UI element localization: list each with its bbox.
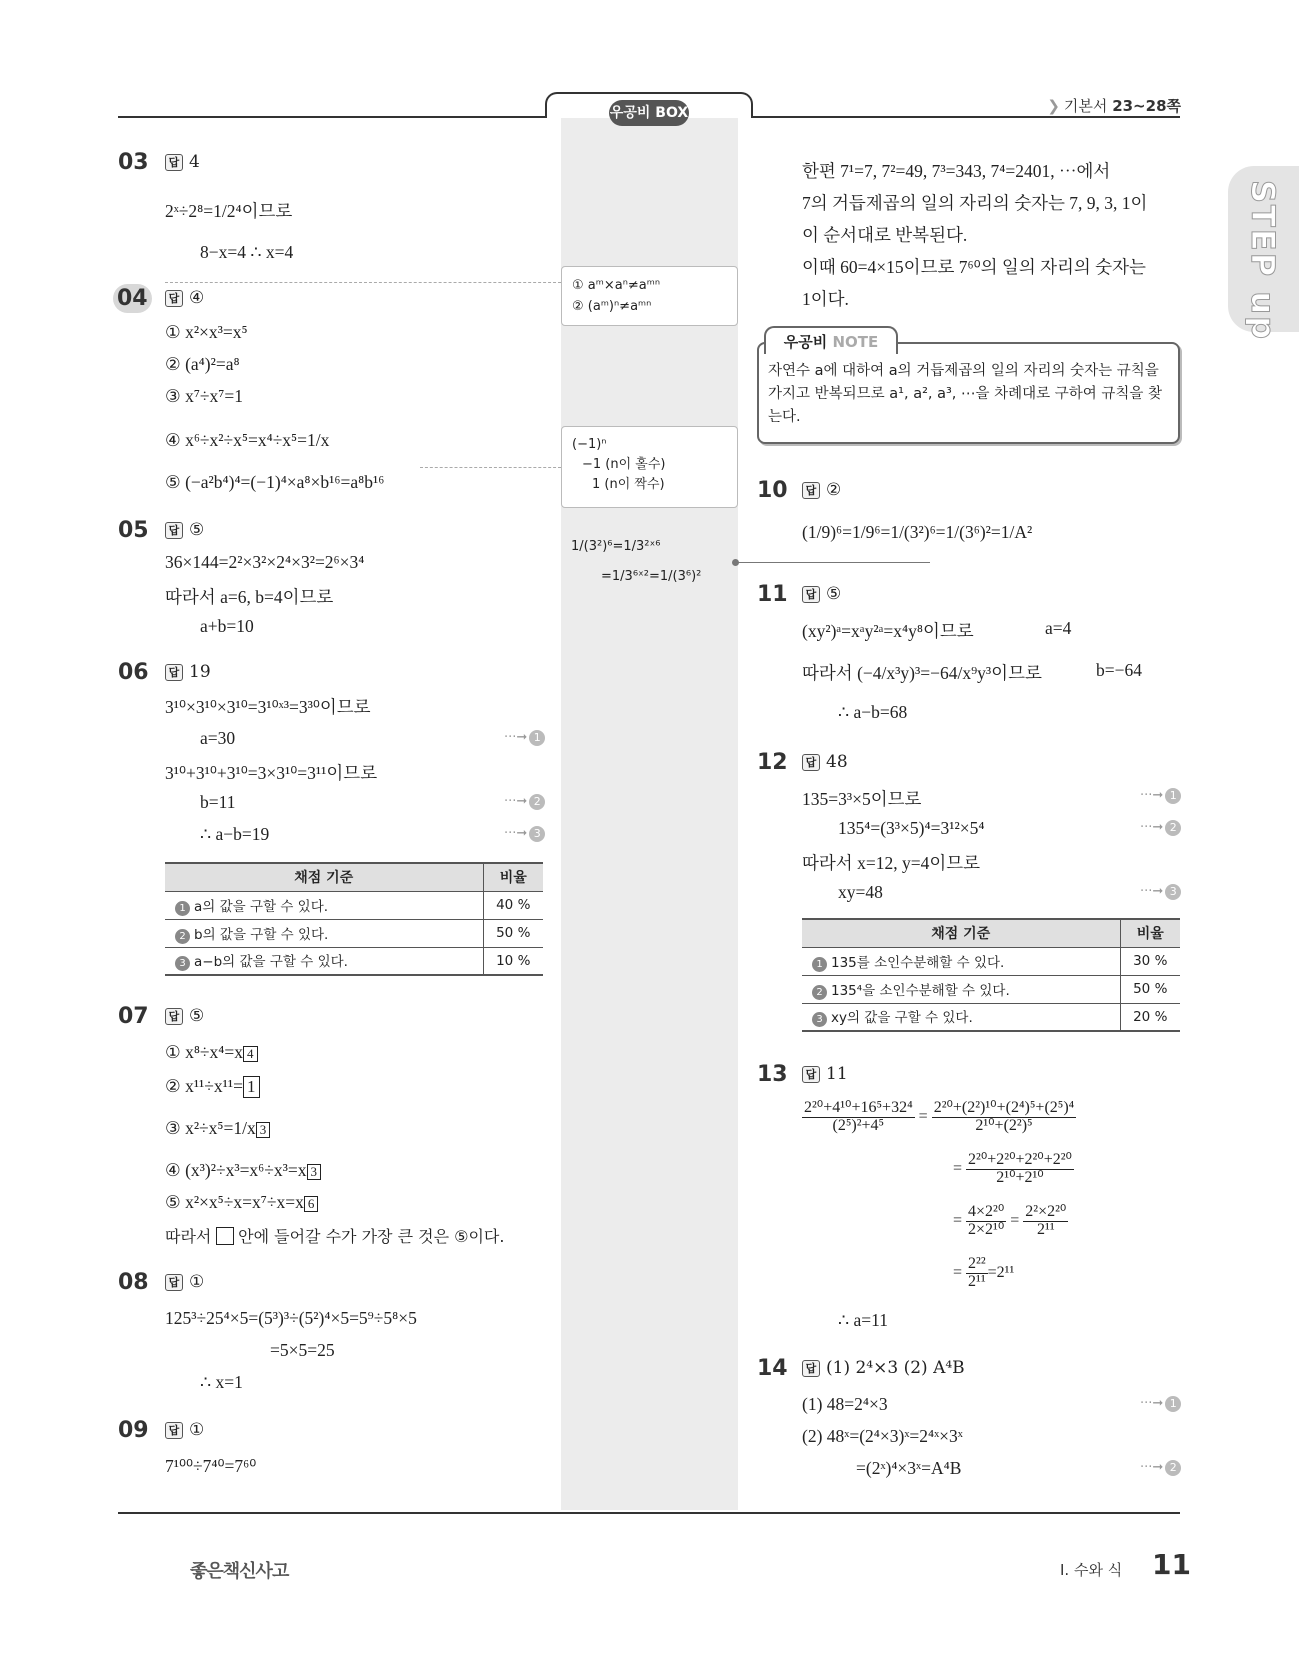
criteria-text: a−b의 값을 구할 수 있다. [194,954,348,971]
solution-line: ∴ a−b=68 [838,702,908,722]
solution-line [165,1118,270,1139]
solution-line: ② (a⁴)²=a⁸ [165,354,240,374]
result: =2¹¹ [987,1263,1015,1281]
solution-line: (1/9)⁶=1/9⁶=1/(3²)⁶=1/(3⁶)²=1/A² [802,522,1033,542]
denominator: (2⁵)²+4⁵ [832,1116,885,1134]
boxed-value: 6 [304,1196,319,1212]
solution-line [165,1076,260,1098]
criteria-text: a의 값을 구할 수 있다. [194,898,329,915]
solution-line: (1) 48=2⁴×3 [802,1394,888,1414]
solution-line: =5×5=25 [270,1340,335,1360]
note-title-b: NOTE [832,333,879,351]
fraction [966,1256,988,1291]
solution-line [165,1192,318,1213]
answer-value: 48 [826,752,848,772]
answer-icon: 답 [165,1008,183,1025]
denominator: 2¹⁰+(2²)⁵ [975,1116,1033,1134]
answer-icon: 답 [165,154,183,171]
solution-text: ④ (x³)²÷x³=x⁶÷x³=x [165,1160,307,1180]
criteria-ratio: 40 % [483,891,543,919]
note-text: 자연수 a에 대하여 a의 거듭제곱의 일의 자리의 숫자는 규칙을 가지고 반복되므로 a¹, a², a³, ⋯을 차례대로 구하여 규칙을 찾는다. [768,363,1163,425]
note-title-a: 우공비 [783,333,828,351]
criteria-text: 135를 소인수분해할 수 있다. [831,954,1005,971]
boxed-value: 4 [243,1046,258,1062]
step-marker: ···➞ 1 [1140,1396,1181,1412]
denominator: 2×2¹⁰ [968,1220,1005,1238]
fraction [966,1152,1074,1187]
numerator: 2²² [968,1255,986,1272]
answer-icon: 답 [802,482,820,499]
answer [802,1064,848,1084]
criteria-text: xy의 값을 구할 수 있다. [831,1010,973,1027]
solution-line [165,1224,504,1247]
solution-line: a+b=10 [200,616,254,636]
solution-line: 7¹⁰⁰÷7⁴⁰=7⁶⁰ [165,1456,257,1476]
problem-number: 14 [757,1356,788,1381]
solution-line: 2ˣ÷2⁸=1/2⁴이므로 [165,201,293,221]
answer-value: ⑤ [189,520,205,540]
solution-text: 따라서 [165,1227,212,1246]
criteria-number: 1 [175,901,190,916]
table-header: 비율 [1120,919,1180,947]
answer-icon: 답 [802,1066,820,1083]
leader-line [735,562,930,563]
answer-icon: 답 [802,1360,820,1377]
answer [165,152,200,172]
answer-value: ① [189,1420,205,1440]
problem-number: 07 [118,1004,149,1029]
answer [802,480,841,500]
solution-line: ∴ a−b=19 [200,824,270,844]
step-marker: ···➞ 3 [1140,884,1181,900]
solution-line: 따라서 a=6, b=4이므로 [165,587,334,607]
solution-line: 135=3³×5이므로 [802,789,922,809]
solution-text: ⑤ x²×x⁵÷x=x⁷÷x=x [165,1192,304,1212]
table-row [165,947,543,975]
problem-number: 13 [757,1062,788,1087]
answer-value: 11 [826,1064,848,1084]
criteria-number: 2 [175,929,190,944]
solution-line: 한편 7¹=7, 7²=49, 7³=343, 7⁴=2401, ⋯에서 [802,161,1111,181]
answer [802,1358,965,1378]
solution-line: 3¹⁰×3¹⁰×3¹⁰=3¹⁰ˣ³=3³⁰이므로 [165,697,371,717]
solution-line: a=30 [200,728,236,748]
side-note-line: ① aᵐ×aⁿ≠aᵐⁿ [572,278,661,293]
denominator: 2¹¹ [1037,1220,1055,1238]
criteria-number: 3 [812,1012,827,1027]
page-number: 11 [1152,1548,1191,1581]
answer [165,1006,204,1026]
step-marker: ···➞ 2 [1140,820,1181,836]
answer-icon: 답 [165,1422,183,1439]
chapter-label: Ⅰ. 수와 식 [1060,1561,1123,1579]
step-marker: ···➞ 2 [504,794,545,810]
book-page-reference [1047,95,1181,116]
solution-line: 이 순서대로 반복된다. [802,225,968,245]
answer-value: 4 [189,152,200,172]
solution-line: ① x²×x³=x⁵ [165,322,248,342]
solution-line: (xy²)ᵃ=xᵃy²ᵃ=x⁴y⁸이므로 [802,621,974,641]
answer-icon: 답 [165,664,183,681]
grading-table [802,918,1180,1032]
solution-text: ③ x²÷x⁵=1/x [165,1118,256,1138]
numerator: 2²⁰+(2²)¹⁰+(2⁴)⁵+(2⁵)⁴ [933,1099,1075,1116]
solution-line: b=11 [200,792,236,812]
side-note-line: 1/(3²)⁶=1/3²ˣ⁶ [571,539,661,554]
solution-line: xy=48 [838,882,883,902]
answer [165,662,211,682]
side-note-line: −1 (n이 홀수) [582,457,666,472]
solution-line: a=4 [1045,618,1072,638]
footer-rule [118,1512,1180,1514]
criteria-text: b의 값을 구할 수 있다. [194,926,329,943]
fraction [932,1100,1077,1135]
answer [165,288,204,308]
criteria-ratio: 10 % [483,947,543,975]
criteria-number: 3 [175,956,190,971]
side-note-line: =1/3⁶ˣ²=1/(3⁶)² [601,569,702,584]
publisher-logo: 좋은책신사고 [190,1561,289,1582]
side-note-line: ② (aᵐ)ⁿ≠aᵐⁿ [572,299,652,314]
solution-line: 36×144=2²×3²×2⁴×3²=2⁶×3⁴ [165,552,365,572]
problem-number: 10 [757,478,788,503]
box-label: 우공비 BOX [609,100,689,126]
fraction-line: = $\frac{\text{2²⁰+2²⁰+2²⁰+2²⁰}}{\text{2¹⁰+2¹⁰}}$ [953,1151,1072,1186]
answer-value: ① [189,1272,205,1292]
solution-line [165,1042,258,1063]
denominator: 2¹¹ [968,1272,986,1290]
solution-line: (2) 48ˣ=(2⁴×3)ˣ=2⁴ˣ×3ˣ [802,1426,963,1446]
answer-icon: 답 [165,1274,183,1291]
criteria-number: 1 [812,957,827,972]
note-title [764,326,898,354]
solution-line: ⑤ (−a²b⁴)⁴=(−1)⁴×a⁸×b¹⁶=a⁸b¹⁶ [165,472,385,492]
solution-line: ③ x⁷÷x⁷=1 [165,386,243,406]
side-note-line: (−1)ⁿ [572,437,607,452]
solution-text: 안에 들어갈 수가 가장 큰 것은 ⑤이다. [238,1227,505,1246]
table-header: 비율 [483,863,543,891]
answer-icon: 답 [802,586,820,603]
leader-dash [165,282,561,283]
problem-number: 06 [118,660,149,685]
fraction-line: $\frac{\text{2²⁰+4¹⁰+16⁵+32⁴}}{\text{(2⁵)²+4⁵}}$ = $\frac{\text{2²⁰+(2²)¹⁰+(2⁴)⁵+(2⁵)⁴}}{\text{2¹⁰+(2²)⁵}}$ [804,1099,1075,1134]
ref-pages: 23~28쪽 [1112,97,1181,115]
solution-line: 3¹⁰+3¹⁰+3¹⁰=3×3¹⁰=3¹¹이므로 [165,763,378,783]
solution-line: 135⁴=(3³×5)⁴=3¹²×5⁴ [838,818,985,838]
answer [802,752,848,772]
solution-line: 따라서 x=12, y=4이므로 [802,853,981,873]
grading-table [165,862,543,976]
solution-line: 8−x=4 ∴ x=4 [200,242,294,262]
table-row [165,919,543,947]
solution-text: ② x¹¹÷x¹¹= [165,1076,244,1096]
boxed-value: 3 [256,1122,271,1138]
table-row [802,975,1180,1003]
problem-number: 05 [118,518,149,543]
answer-icon: 답 [165,522,183,539]
side-note-line: 1 (n이 짝수) [592,477,665,492]
criteria-ratio: 20 % [1120,1003,1180,1031]
answer-value: ⑤ [189,1006,205,1026]
solution-line: 1이다. [802,289,849,309]
answer-value: (1) 2⁴×3 (2) A⁴B [826,1358,965,1378]
solution-line: ∴ x=1 [200,1372,243,1392]
problem-number: 03 [118,150,149,175]
fraction [966,1204,1006,1239]
solution-line: ∴ a=11 [838,1310,888,1330]
table-row [165,891,543,919]
solution-line: 7의 거듭제곱의 일의 자리의 숫자는 7, 9, 3, 1이 [802,193,1148,213]
ref-prefix: 기본서 [1063,97,1108,115]
problem-number: 12 [757,750,788,775]
side-note-negative-one [561,426,738,508]
answer-value: ⑤ [826,584,842,604]
fraction-line: = $\frac{\text{4×2²⁰}}{\text{2×2¹⁰}}$ = $\frac{\text{2²×2²⁰}}{\text{2¹¹}}$ [953,1203,1067,1238]
answer-value: 19 [189,662,211,682]
solution-text: ① x⁸÷x⁴=x [165,1042,243,1062]
side-note-exponent [561,266,738,326]
answer [165,1420,204,1440]
numerator: 2²⁰+4¹⁰+16⁵+32⁴ [804,1099,913,1116]
criteria-ratio: 50 % [483,919,543,947]
numerator: 2²⁰+2²⁰+2²⁰+2²⁰ [968,1151,1072,1168]
answer [165,1272,204,1292]
problem-number: 08 [118,1270,149,1295]
solution-line: 125³÷25⁴×5=(5³)³÷(5²)⁴×5=5⁹÷5⁸×5 [165,1308,417,1328]
leader-dash [420,467,561,468]
answer-value: ② [826,480,842,500]
table-row [802,947,1180,975]
boxed-value: 3 [307,1164,322,1180]
step-marker: ···➞ 2 [1140,1460,1181,1476]
problem-number: 09 [118,1418,149,1443]
solution-line: b=−64 [1096,660,1142,680]
step-marker: ···➞ 1 [504,730,545,746]
criteria-ratio: 30 % [1120,947,1180,975]
table-row [802,1003,1180,1031]
answer-icon: 답 [165,290,183,307]
table-header: 채점 기준 [802,919,1120,947]
chevron-right-icon: ❯ [1047,97,1060,115]
solution-line: 이때 60=4×15이므로 7⁶⁰의 일의 자리의 숫자는 [802,257,1146,277]
numerator: 2²×2²⁰ [1025,1203,1067,1220]
answer-icon: 답 [802,754,820,771]
denominator: 2¹⁰+2¹⁰ [996,1168,1044,1186]
boxed-value: 1 [243,1076,260,1098]
answer [165,520,204,540]
solution-line [165,1160,321,1181]
criteria-ratio: 50 % [1120,975,1180,1003]
fraction [1023,1204,1068,1239]
problem-number: 11 [757,582,788,607]
empty-box-icon [216,1227,234,1245]
step-up-label: STEP up [1244,180,1282,342]
criteria-text: 135⁴을 소인수분해할 수 있다. [831,982,1010,999]
fraction-line: = $\frac{\text{2²²}}{\text{2¹¹}}$ =2¹¹ [953,1255,1015,1290]
answer-value: ④ [189,288,205,308]
table-header: 채점 기준 [165,863,483,891]
solution-line: ④ x⁶÷x²÷x⁵=x⁴÷x⁵=1/x [165,430,330,450]
solution-line: =(2ˣ)⁴×3ˣ=A⁴B [856,1458,962,1478]
problem-number: 04 [113,284,152,313]
step-marker: ···➞ 3 [504,826,545,842]
solution-line: 따라서 (−4/x³y)³=−64/x⁹y³이므로 [802,663,1042,683]
numerator: 4×2²⁰ [968,1203,1005,1220]
fraction [802,1100,915,1135]
answer [802,584,841,604]
side-note-fraction [561,524,738,620]
criteria-number: 2 [812,985,827,1000]
step-marker: ···➞ 1 [1140,788,1181,804]
